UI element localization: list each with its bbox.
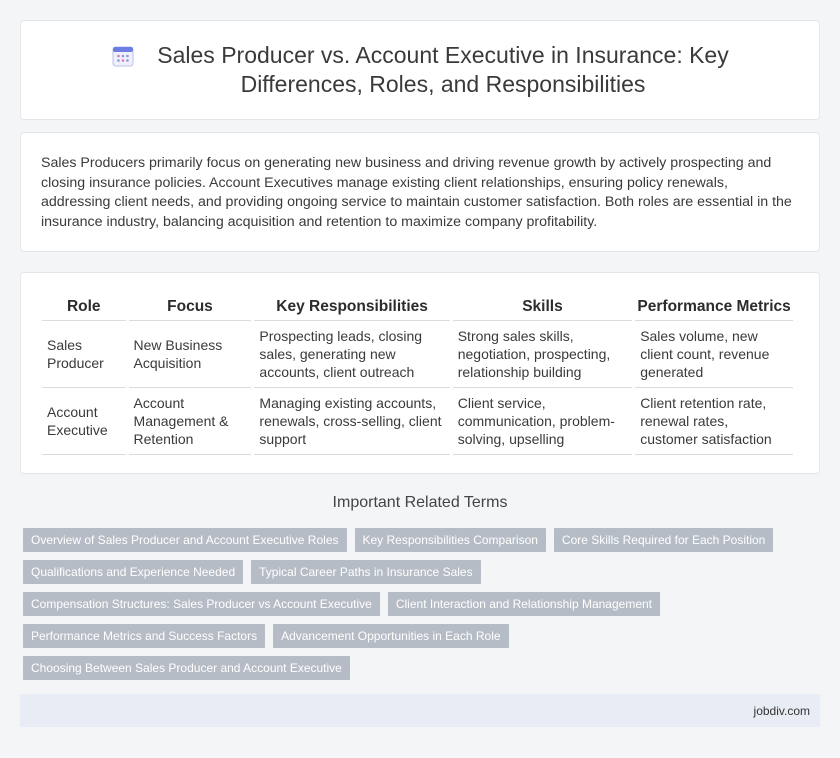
summary-text: Sales Producers primarily focus on generating new business and driving revenue growth by actively prospecting and closing insurance policies. Account Executives manage existing client relationships, ensuring policy renewals, addressing client needs, and providing ongoing service to maintain customer satisfaction. Both roles are essential in the insurance industry, balancing acquisition and retention to maximize company profitability. xyxy=(41,155,792,230)
table-cell: New Business Acquisition xyxy=(129,321,252,388)
related-term-tag[interactable]: Overview of Sales Producer and Account Executive Roles xyxy=(23,528,347,552)
table-cell: Client service, communication, problem-solving, upselling xyxy=(453,388,632,455)
title-line-2: Differences, Roles, and Responsibilities xyxy=(240,71,646,97)
tag-row xyxy=(23,592,823,616)
table-cell: Sales Producer xyxy=(42,321,126,388)
title-card xyxy=(20,20,820,120)
header-performance-metrics: Performance Metrics xyxy=(635,293,793,321)
related-term-tag[interactable]: Core Skills Required for Each Position xyxy=(554,528,773,552)
tag-row xyxy=(23,560,823,584)
table-row xyxy=(42,321,793,388)
related-term-tag[interactable]: Qualifications and Experience Needed xyxy=(23,560,243,584)
summary-card xyxy=(20,132,820,252)
table-row xyxy=(42,388,793,455)
header-role: Role xyxy=(42,293,126,321)
tag-row xyxy=(23,624,823,648)
comparison-table-card xyxy=(20,272,820,474)
table-cell: Prospecting leads, closing sales, generating new accounts, client outreach xyxy=(254,321,449,388)
table-cell: Account Executive xyxy=(42,388,126,455)
related-term-tag[interactable]: Performance Metrics and Success Factors xyxy=(23,624,265,648)
header-focus: Focus xyxy=(129,293,252,321)
table-header-row xyxy=(42,293,793,321)
tag-row xyxy=(23,656,823,680)
title-line-1: Sales Producer vs. Account Executive in Insurance: Key xyxy=(157,42,729,68)
header-key-responsibilities: Key Responsibilities xyxy=(254,293,449,321)
related-term-tag[interactable]: Choosing Between Sales Producer and Account Executive xyxy=(23,656,350,680)
table-cell: Client retention rate, renewal rates, customer satisfaction xyxy=(635,388,793,455)
tag-row xyxy=(23,528,823,552)
page-title xyxy=(157,41,728,99)
table-cell: Account Management & Retention xyxy=(129,388,252,455)
related-term-tag[interactable]: Client Interaction and Relationship Management xyxy=(388,592,660,616)
footer xyxy=(20,694,820,727)
header-skills: Skills xyxy=(453,293,632,321)
table-cell: Sales volume, new client count, revenue generated xyxy=(635,321,793,388)
table-cell: Managing existing accounts, renewals, cross-selling, client support xyxy=(254,388,449,455)
related-term-tag[interactable]: Key Responsibilities Comparison xyxy=(355,528,546,552)
related-terms-tags xyxy=(23,528,823,688)
table-cell: Strong sales skills, negotiation, prospecting, relationship building xyxy=(453,321,632,388)
footer-site-link[interactable]: jobdiv.com xyxy=(753,703,810,718)
related-term-tag[interactable]: Compensation Structures: Sales Producer vs Account Executive xyxy=(23,592,380,616)
comparison-table xyxy=(39,293,796,455)
related-terms-title: Important Related Terms xyxy=(332,494,508,511)
related-term-tag[interactable]: Typical Career Paths in Insurance Sales xyxy=(251,560,480,584)
calendar-icon xyxy=(111,44,135,68)
related-term-tag[interactable]: Advancement Opportunities in Each Role xyxy=(273,624,508,648)
